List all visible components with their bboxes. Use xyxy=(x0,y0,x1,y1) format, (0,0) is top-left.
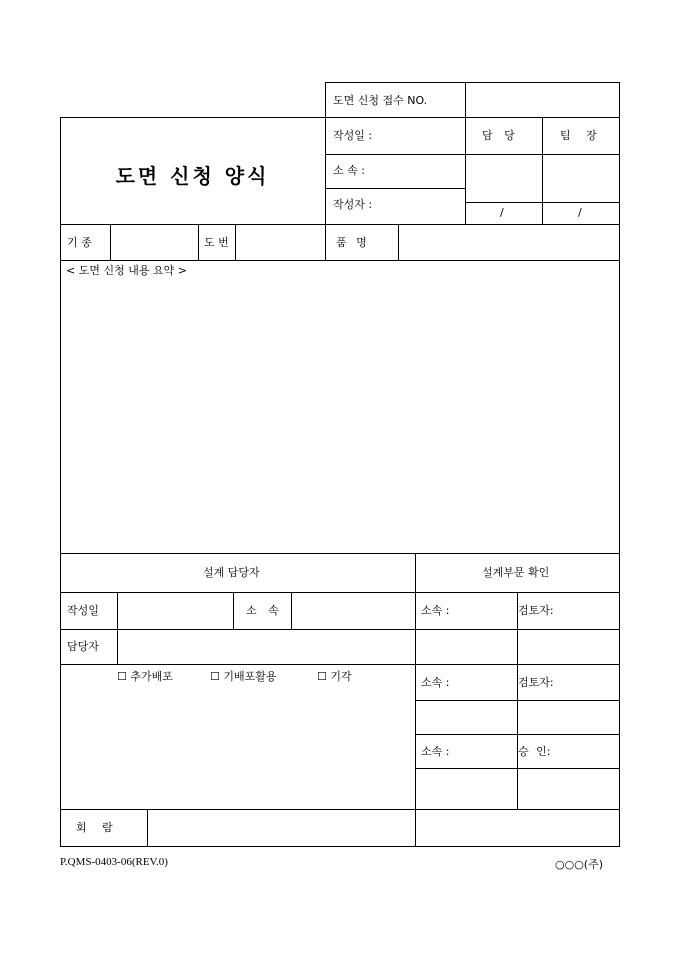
checkbox-additional-distribution[interactable]: ☐ 추가배포 xyxy=(117,670,173,683)
row-created-date-label: 작성일 xyxy=(67,604,99,617)
row-owner-label: 담당자 xyxy=(67,640,99,653)
reviewer-label-2: 검토자: xyxy=(518,676,554,689)
form-code: P.QMS-0403-06(REV.0) xyxy=(60,856,168,868)
design-confirm-header: 설계부문 확인 xyxy=(482,566,550,579)
approver-label: 승 인: xyxy=(518,745,551,758)
affiliation-label: 소 속 : xyxy=(333,164,365,177)
product-name-label: 품 명 xyxy=(336,236,367,249)
model-label: 기 종 xyxy=(67,236,92,249)
created-date-label: 작성일 : xyxy=(333,129,373,142)
drawing-no-label: 도 번 xyxy=(204,236,229,249)
summary-label: < 도면 신청 내용 요약 > xyxy=(66,264,187,277)
checkbox-label: 기배포활용 xyxy=(223,670,277,683)
checkbox-rejected[interactable]: ☐ 기각 xyxy=(317,670,352,683)
reviewer-label-1: 검토자: xyxy=(518,604,554,617)
approval-manager-label: 담 당 xyxy=(482,129,515,142)
approval-manager-date-slash: / xyxy=(500,206,504,219)
author-label: 작성자 : xyxy=(333,198,373,211)
confirm-affiliation-label-3: 소속 : xyxy=(421,745,450,758)
circulation-label: 회 람 xyxy=(76,821,113,834)
company-name: ○○○(주) xyxy=(555,858,604,871)
row-affiliation-label: 소 속 xyxy=(246,604,279,617)
confirm-affiliation-label-1: 소속 : xyxy=(421,604,450,617)
approval-team-lead-label: 팀 장 xyxy=(560,129,597,142)
approval-team-lead-date-slash: / xyxy=(578,206,582,219)
confirm-affiliation-label-2: 소속 : xyxy=(421,676,450,689)
checkbox-label: 기각 xyxy=(330,670,352,683)
receipt-no-label: 도면 신청 접수 NO. xyxy=(333,94,428,107)
form-title: 도면 신청 양식 xyxy=(115,164,270,188)
checkbox-label: 추가배포 xyxy=(130,670,173,683)
design-owner-header: 설계 담당자 xyxy=(203,566,260,579)
checkbox-reuse-distributed[interactable]: ☐ 기배포활용 xyxy=(210,670,277,683)
